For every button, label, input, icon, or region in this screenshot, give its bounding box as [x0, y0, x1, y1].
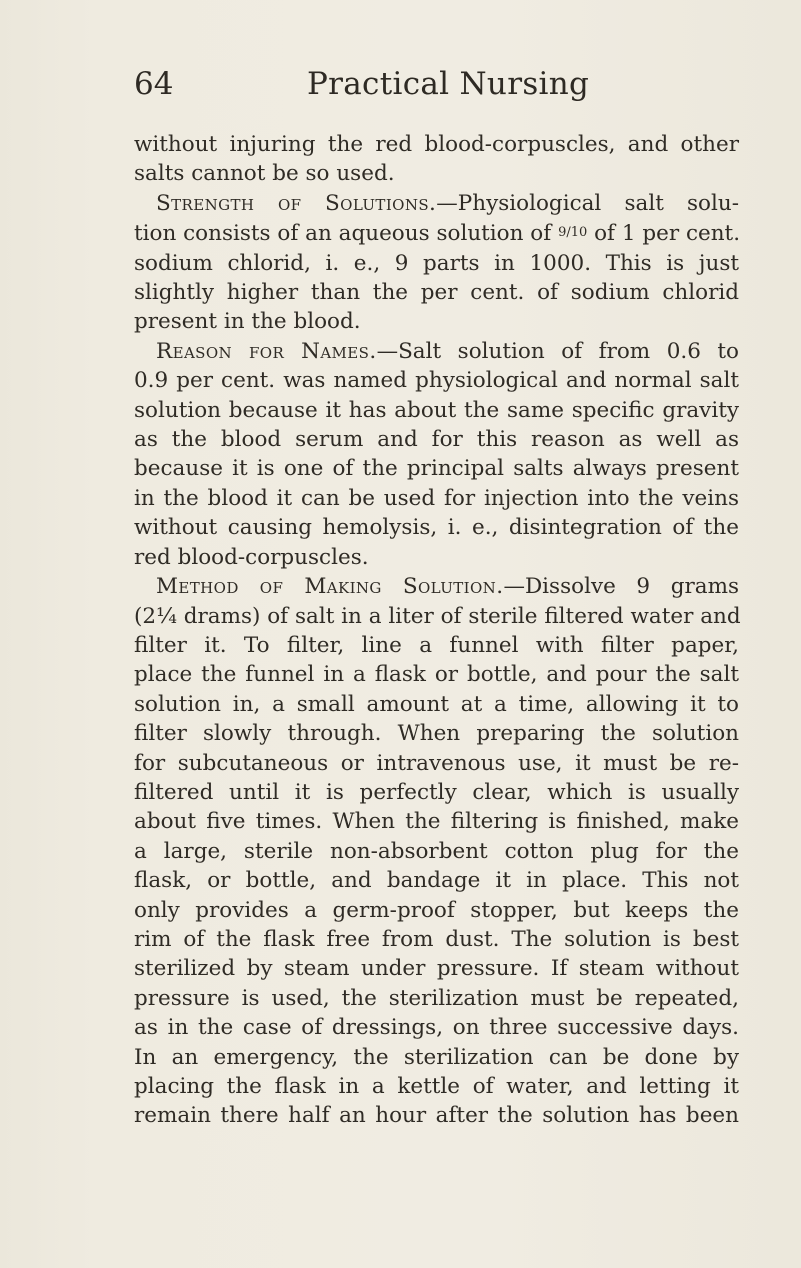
text-line: red blood-corpuscles.: [134, 544, 369, 570]
text-line: salts cannot be so used.: [134, 161, 395, 187]
text-line: filter it. To filter, line a funnel with filter paper,: [134, 632, 739, 658]
text-line: rim of the flask free from dust. The solution is best: [134, 926, 739, 952]
section-heading-line: [134, 189, 739, 218]
text-line: slightly higher than the per cent. of sodium chlorid: [134, 280, 739, 306]
page-header: [134, 64, 734, 108]
text-line: solution in, a small amount at a time, allowing it to: [134, 691, 739, 717]
text-line: a large, sterile non-absorbent cotton plug for the: [134, 838, 739, 864]
section-heading: Method of Making Solution.: [156, 574, 504, 600]
page-number: 64: [134, 66, 174, 102]
text-fragment: —Salt solution of from 0.6 to: [376, 338, 739, 364]
text-line: because it is one of the principal salts always present: [134, 456, 739, 482]
text-fragment: of 1 per cent.: [587, 221, 741, 247]
text-line: in the blood it can be used for injection into the veins: [134, 485, 739, 511]
running-title: Practical Nursing: [307, 66, 590, 102]
text-line: pressure is used, the sterilization must be repeated,: [134, 985, 739, 1011]
text-line: as the blood serum and for this reason as well as: [134, 427, 739, 453]
text-line: without injuring the red blood-corpuscles, and other: [134, 132, 739, 157]
text-fragment: —Dissolve 9 grams: [503, 574, 740, 600]
text-line: for subcutaneous or intravenous use, it must be re-: [134, 750, 739, 776]
text-line: 0.9 per cent. was named physiological and normal salt: [134, 368, 739, 394]
text-line: placing the flask in a kettle of water, and letting it: [134, 1074, 739, 1099]
body-text: [134, 130, 739, 1131]
text-line: solution because it has about the same specific gravity: [134, 397, 739, 423]
text-line: place the funnel in a flask or bottle, and pour the salt: [134, 662, 739, 688]
text-line: [134, 218, 739, 248]
text-fragment: tion consists of an aqueous solution of: [134, 221, 559, 247]
text-line: present in the blood.: [134, 309, 361, 335]
text-line: without causing hemolysis, i. e., disintegration of the: [134, 515, 739, 541]
text-line: In an emergency, the sterilization can be done by: [134, 1044, 739, 1070]
section-heading-line: [134, 572, 739, 601]
section-heading: Reason for Names.: [156, 338, 377, 364]
text-line: filtered until it is perfectly clear, which is usually: [134, 779, 739, 805]
text-fragment: —Physiological salt solu-: [436, 190, 739, 216]
section-heading: Strength of Solutions.: [156, 190, 437, 216]
text-line: sodium chlorid, i. e., 9 parts in 1000. This is just: [134, 250, 739, 276]
text-line: flask, or bottle, and bandage it in place. This not: [134, 868, 739, 894]
text-line: remain there half an hour after the solution has been: [134, 1103, 739, 1129]
text-line: sterilized by steam under pressure. If steam without: [134, 956, 739, 982]
text-line: only provides a germ-proof stopper, but keeps the: [134, 897, 739, 923]
text-line: as in the case of dressings, on three successive days.: [134, 1015, 739, 1041]
text-line: filter slowly through. When preparing the solution: [134, 721, 739, 747]
section-heading-line: [134, 337, 739, 366]
fraction: 9/10: [558, 225, 588, 241]
text-line: (2¼ drams) of salt in a liter of sterile filtered water and: [134, 603, 741, 629]
text-line: about five times. When the filtering is finished, make: [134, 809, 739, 835]
